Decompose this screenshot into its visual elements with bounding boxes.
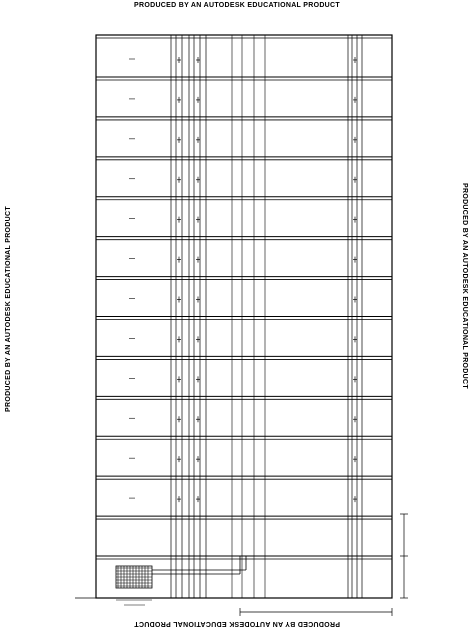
floor-slabs bbox=[96, 35, 392, 598]
watermark-left: PRODUCED BY AN AUTODESK EDUCATIONAL PRODUCT bbox=[5, 206, 12, 412]
watermark-bottom: PRODUCED BY AN AUTODESK EDUCATIONAL PRODUCT bbox=[134, 620, 340, 627]
watermark-top: PRODUCED BY AN AUTODESK EDUCATIONAL PRODUCT bbox=[134, 2, 340, 9]
dimension-lines bbox=[75, 514, 408, 616]
watermark-right: PRODUCED BY AN AUTODESK EDUCATIONAL PRODUCT bbox=[461, 183, 468, 389]
